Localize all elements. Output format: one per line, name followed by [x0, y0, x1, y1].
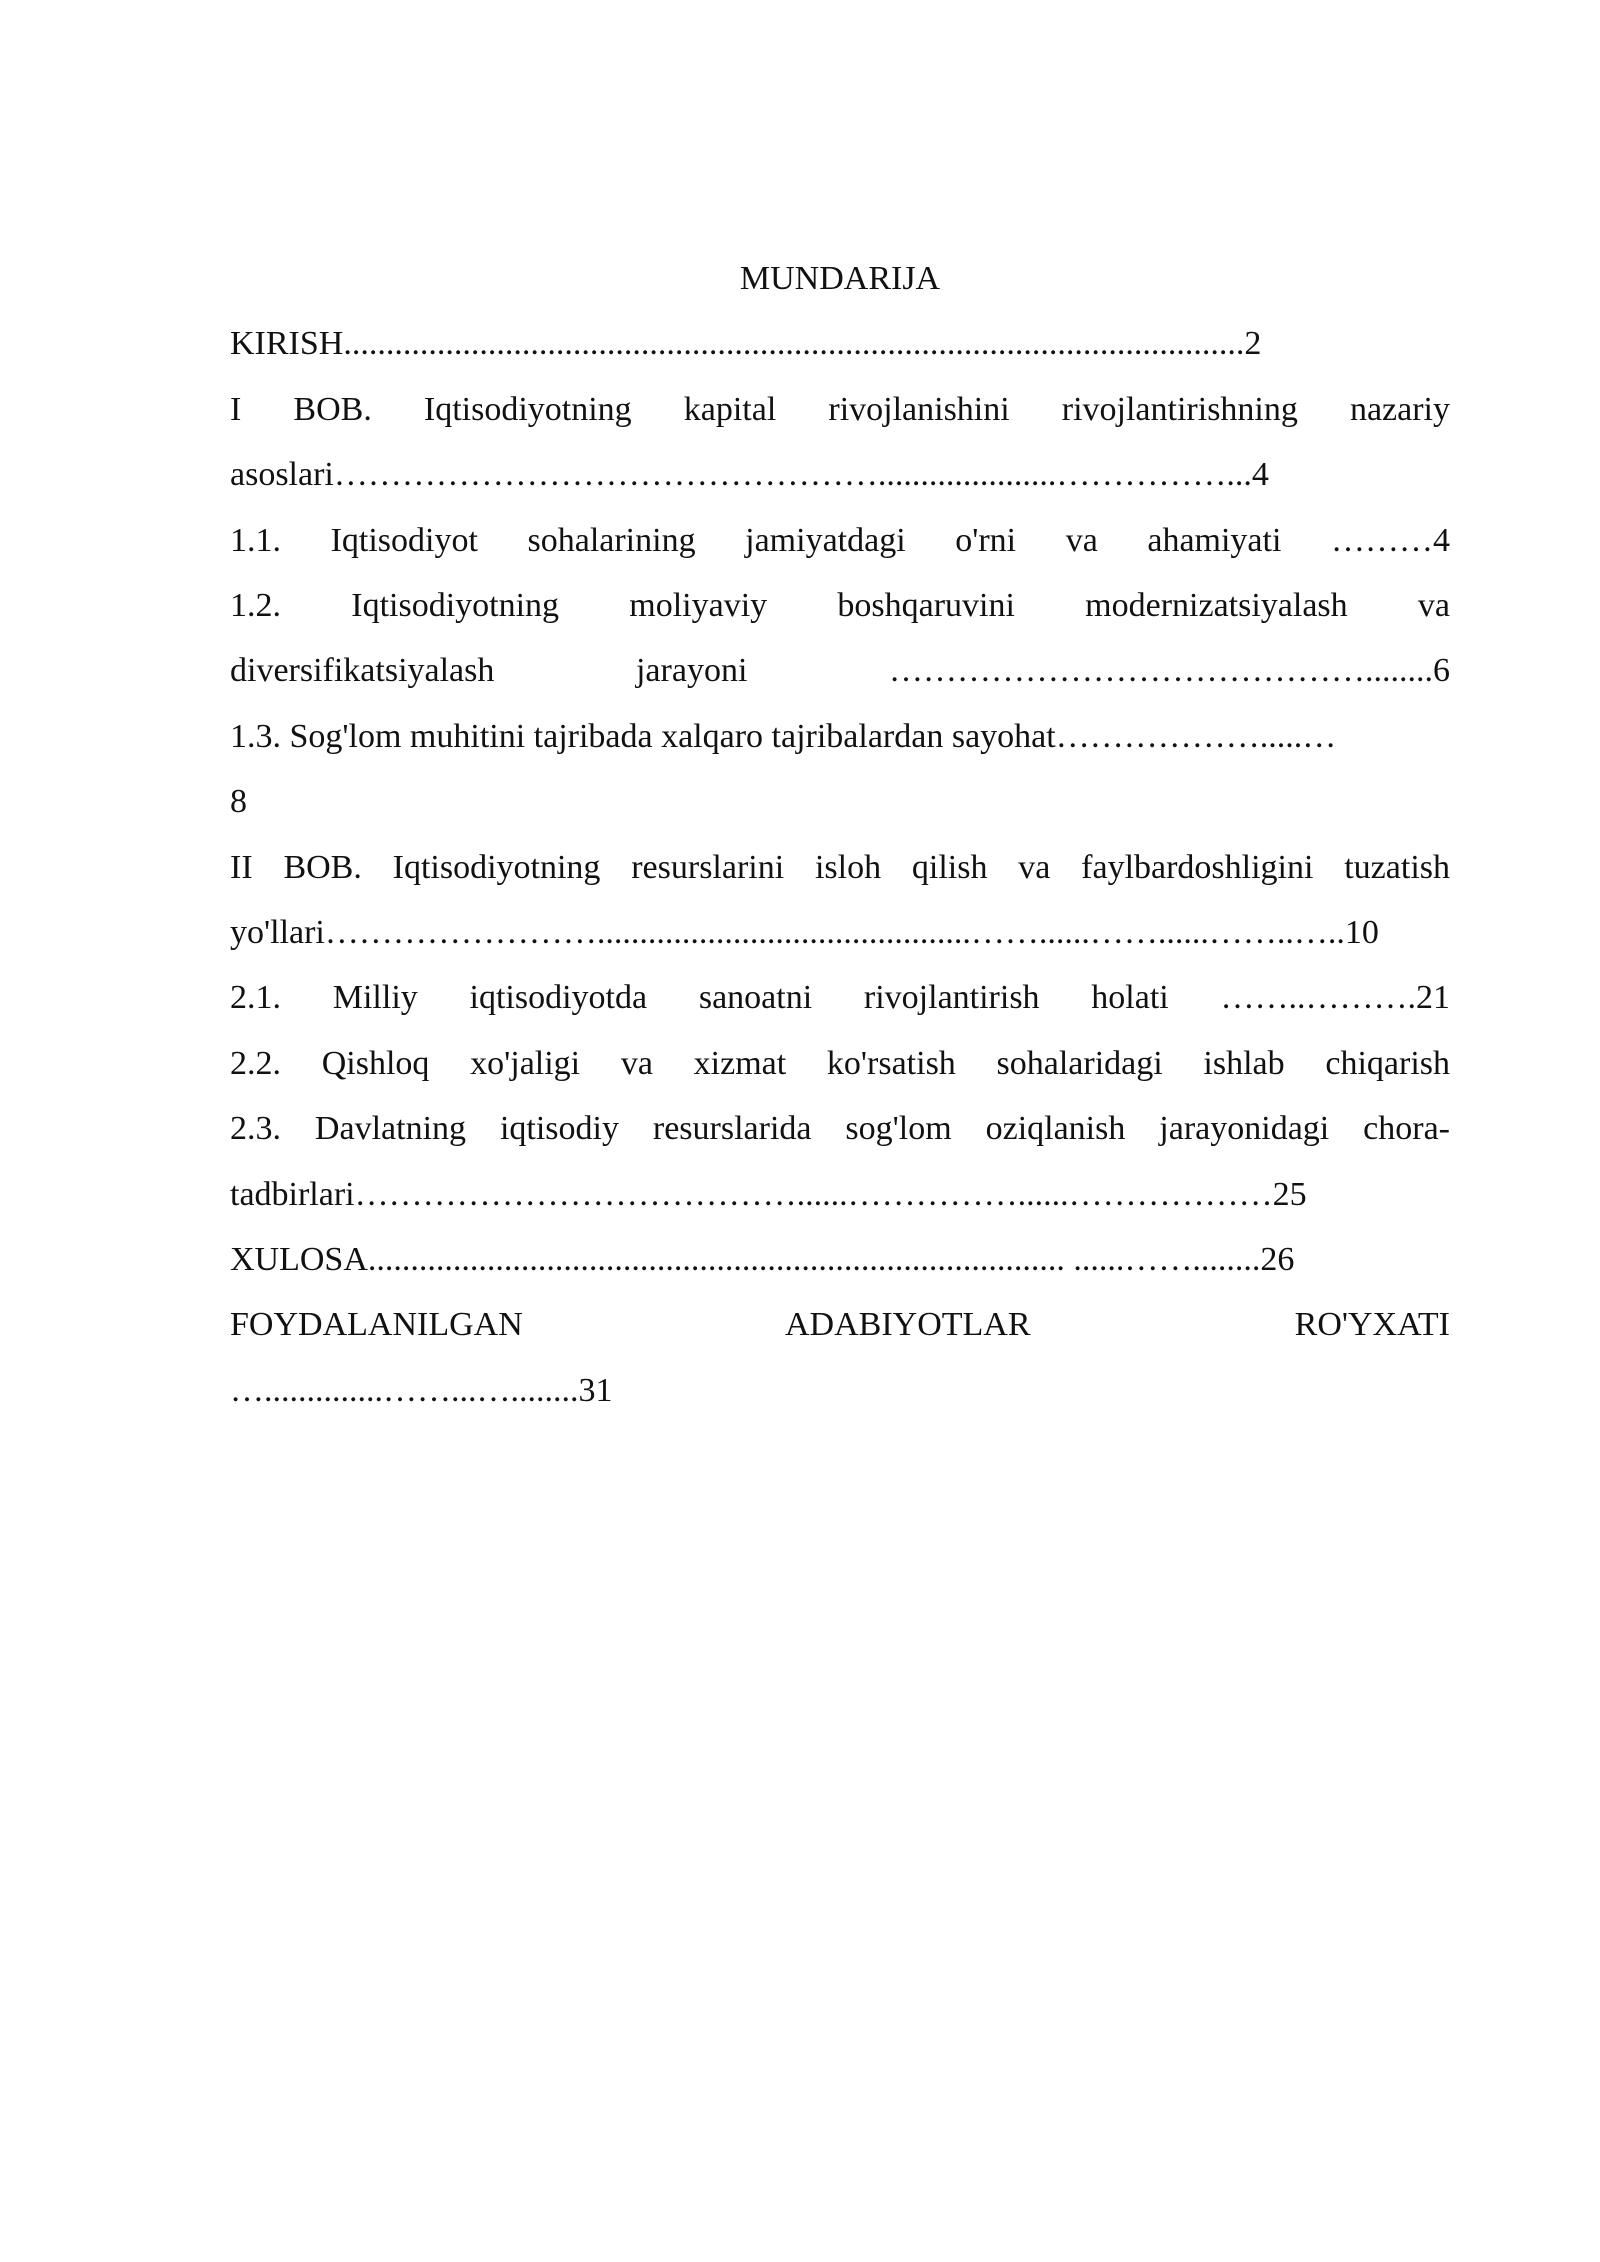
- toc-entry-2-3-page: tadbirlari…………………………………......……………......………………25: [230, 1175, 1307, 1213]
- toc-entry-chapter-1-heading: I BOB. Iqtisodiyotning kapital rivojlanishini rivojlantirishning nazariy: [230, 390, 1450, 428]
- table-of-contents: [230, 246, 1450, 1423]
- toc-title: MUNDARIJA: [739, 260, 941, 297]
- toc-entry-1-2-heading: 1.2. Iqtisodiyotning moliyaviy boshqaruvini modernizatsiyalash va: [230, 587, 1450, 624]
- toc-entry-chapter-2-page: yo'llari……………………............................................……......……......……..…..10: [230, 913, 1379, 951]
- toc-entry-chapter-2-heading: II BOB. Iqtisodiyotning resurslarini isloh qilish va faylbardoshligini tuzatish: [230, 848, 1450, 886]
- toc-entry-1-3-page: 8: [230, 783, 247, 821]
- toc-entry-references-heading: FOYDALANILGAN ADABIYOTLAR RO'YXATI: [230, 1306, 1450, 1344]
- toc-entry-2-1: 2.1. Milliy iqtisodiyotda sanoatni rivojlantirish holati ……..……….21: [230, 979, 1450, 1017]
- toc-entry-1-1: 1.1. Iqtisodiyot sohalarining jamiyatdagi o'rni va ahamiyati ………4: [230, 521, 1450, 559]
- toc-entry-xulosa: XULOSA.................................................................................. ......……........26: [230, 1240, 1295, 1278]
- toc-entry-1-3: 1.3. Sog'lom muhitini tajribada xalqaro tajribalardan sayohat……………….....…: [230, 717, 1337, 755]
- toc-entry-chapter-1-page: asoslari………………………………………….....................……………...4: [230, 456, 1269, 494]
- toc-entry-2-2: 2.2. Qishloq xo'jaligi va xizmat ko'rsatish sohalaridagi ishlab chiqarish: [230, 1044, 1450, 1082]
- toc-entry-1-2-page: diversifikatsiyalash jarayoni ……………………………………........6: [230, 652, 1450, 690]
- toc-entry-references-page: …..............……...…........31: [230, 1371, 613, 1409]
- toc-entry-kirish: KIRISH..........................................................................................................2: [230, 325, 1262, 363]
- toc-entry-2-3-heading: 2.3. Davlatning iqtisodiy resurslarida sog'lom oziqlanish jarayonidagi chora-: [230, 1110, 1450, 1148]
